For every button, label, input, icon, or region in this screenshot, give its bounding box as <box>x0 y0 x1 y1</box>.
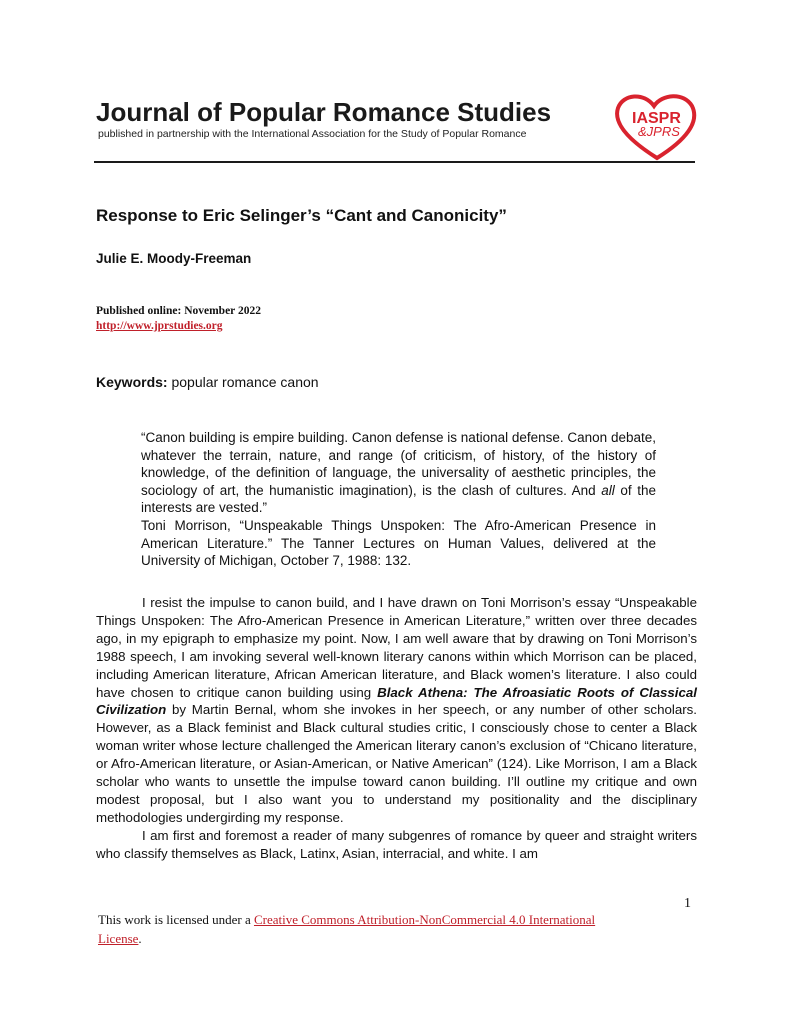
epigraph <box>141 429 656 570</box>
body-paragraph-1-part2: by Martin Bernal, whom she invokes in her speech, or any number of other scholars. However, as a Black feminist and Black cultural studies critic, I consciously chose to center a Black woman writer whose lecture challenged the American literary canon’s exclusion of “Chicano literature, or Afro-American literature, or Asian-American, or Native American” (124). Like Morrison, I am a Black scholar who wants to unsettle the impulse toward canon building. I’ll outline my critique and own modest proposal, but I also want you to understand my positionality and the disciplinary methodologies undergirding my response. <box>96 702 697 825</box>
journal-subtitle: published in partnership with the International Association for the Study of Popular Romance <box>98 128 527 140</box>
logo-text-1: IASPR <box>632 110 681 127</box>
iaspr-logo <box>612 92 702 162</box>
author-name: Julie E. Moody-Freeman <box>96 251 252 266</box>
keywords-value: popular romance canon <box>167 374 319 390</box>
epigraph-quote <box>141 429 656 517</box>
journal-url-link[interactable]: http://www.jprstudies.org <box>96 320 223 332</box>
body-paragraph-1 <box>96 594 697 827</box>
keywords <box>96 374 319 390</box>
book-title: Black Athena: The Afroasiatic Roots of Classical Civilization <box>96 684 697 718</box>
logo-text-2: &JPRS <box>638 124 680 139</box>
license-prefix: This work is licensed under a <box>98 912 254 927</box>
epigraph-quote-emphasis: all <box>601 482 615 498</box>
article-title: Response to Eric Selinger’s “Cant and Canonicity” <box>96 206 507 225</box>
license-link[interactable]: Creative Commons Attribution-NonCommercial 4.0 International License <box>98 912 596 946</box>
keywords-label: Keywords: <box>96 374 168 390</box>
body-paragraph-2: I am first and foremost a reader of many subgenres of romance by queer and straight writers who classify themselves as Black, Latinx, Asian, interracial, and white. I am <box>96 827 697 861</box>
header-divider <box>94 161 695 163</box>
license-suffix: . <box>138 931 142 946</box>
page-number: 1 <box>684 896 691 911</box>
epigraph-quote-part2: of the interests are vested.” <box>141 482 656 516</box>
article-body <box>96 594 697 863</box>
epigraph-citation: Toni Morrison, “Unspeakable Things Unspoken: The Afro-American Presence in American Literature.” The Tanner Lectures on Human Values, delivered at the University of Michigan, October 7, 1988: 132. <box>141 517 656 569</box>
published-date: Published online: November 2022 <box>96 305 261 317</box>
license-footer <box>98 910 618 948</box>
journal-title: Journal of Popular Romance Studies <box>96 97 552 127</box>
body-paragraph-1-part1: I resist the impulse to canon build, and I have drawn on Toni Morrison’s essay “Unspeakable Things Unspoken: The Afro-American Presence in American Literature,” written over three decades ago, in my epigraph to emphasize my point. Now, I am well aware that by drawing on Toni Morrison’s 1988 speech, I am invoking several well-known literary canons within which Morrison can be placed, including American literature, African American literature, and Black women’s literature. I also could have chosen to critique canon building using <box>96 595 697 700</box>
epigraph-quote-part1: “Canon building is empire building. Canon defense is national defense. Canon debate, whatever the terrain, nature, and range (of criticism, of history, of the history of knowledge, of the definition of language, the universality of aesthetic principles, the sociology of art, the humanistic imagination), is the clash of cultures. And <box>141 430 656 498</box>
